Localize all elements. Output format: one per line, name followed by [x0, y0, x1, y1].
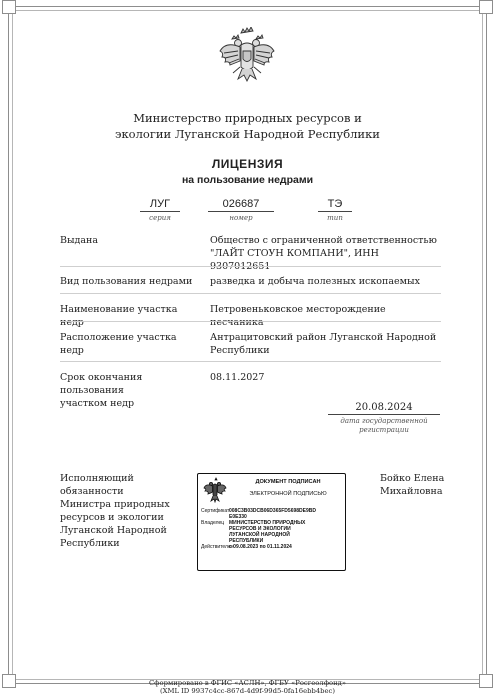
stamp-validity-label: Действителен	[201, 544, 234, 550]
license-type	[318, 198, 352, 222]
stamp-owner-value: РЕСПУБЛИКИ	[229, 538, 264, 544]
official-position-line: Исполняющий обязанности	[60, 473, 134, 497]
expiry-label-line: Срок окончания пользования	[60, 372, 143, 396]
stamp-owner-label: Владелец	[201, 520, 225, 526]
license-number-value: 026687	[208, 198, 274, 212]
registration-date	[328, 402, 440, 435]
issuing-authority-line: экологии Луганской Народной Республики	[115, 127, 380, 141]
frame-corner	[2, 0, 16, 14]
site-name-label: Наименование участка недр	[60, 304, 178, 328]
registration-date-value: 20.08.2024	[328, 402, 440, 415]
stamp-owner-value: ЛУГАНСКОЙ НАРОДНОЙ	[229, 532, 290, 538]
expiry-label	[60, 371, 200, 410]
signer-name	[380, 472, 446, 498]
coat-of-arms-icon	[216, 27, 278, 85]
issued-to-value	[210, 234, 438, 273]
row-divider	[60, 321, 441, 322]
emblem-icon	[202, 477, 228, 503]
stamp-certificate-value: E0E330	[229, 514, 247, 520]
signer-name-line: Бойко Елена	[380, 473, 445, 484]
expiry-value: 08.11.2027	[210, 372, 265, 383]
license-series-value: ЛУГ	[140, 198, 180, 212]
usage-type-label: Вид пользования недрами	[60, 276, 193, 287]
usage-type-value: разведка и добыча полезных ископаемых	[210, 276, 420, 287]
footer-line: Сформировано в ФГИС «АСЛН», ФГБУ «Росгеолфонд»	[148, 679, 346, 687]
official-position-line: Луганской Народной	[60, 525, 167, 536]
license-type-caption: тип	[327, 214, 343, 222]
registration-caption-line: регистрации	[359, 426, 409, 434]
stamp-details	[201, 508, 343, 550]
stamp-owner-value: РЕСУРСОВ И ЭКОЛОГИИ	[229, 526, 291, 532]
issuing-authority	[0, 110, 495, 142]
frame-corner	[479, 0, 493, 14]
official-position	[60, 472, 190, 550]
signer-name-line: Михайловна	[380, 486, 443, 497]
row-divider	[60, 266, 441, 267]
document-title: ЛИЦЕНЗИЯ	[211, 157, 284, 171]
stamp-heading: ДОКУМЕНТ ПОДПИСАН	[255, 479, 321, 485]
site-location-value	[210, 331, 438, 357]
issuing-authority-line: Министерство природных ресурсов и	[133, 111, 362, 125]
issued-to-line: "ЛАЙТ СТОУН КОМПАНИ", ИНН 9307012651	[210, 248, 379, 272]
footer-line: (XML ID 9937c4cc-867d-4d9f-99d5-0fa16ebb4bec)	[160, 687, 335, 695]
generation-footer	[0, 679, 495, 695]
expiry-label-line: участком недр	[60, 398, 135, 409]
row-divider	[60, 361, 441, 362]
site-name-value: Петровеньковское месторождение песчаника	[210, 304, 386, 328]
license-type-value: ТЭ	[318, 198, 352, 212]
stamp-validity-value: с 09.08.2023 по 01.11.2024	[229, 544, 292, 550]
site-location-label: Расположение участка недр	[60, 332, 177, 356]
stamp-validity-row	[201, 544, 343, 550]
electronic-signature-stamp	[197, 473, 346, 571]
stamp-subheading: ЭЛЕКТРОННОЙ ПОДПИСЬЮ	[249, 491, 327, 497]
issued-to-line: Общество с ограниченной ответственностью	[210, 235, 437, 246]
stamp-certificate-label: Сертификат	[201, 508, 230, 514]
license-number-caption: номер	[229, 214, 253, 222]
site-location-line: Республики	[210, 345, 270, 356]
license-series-caption: серия	[149, 214, 171, 222]
license-number	[208, 198, 274, 222]
stamp-owner-row	[201, 520, 343, 544]
registration-caption-line: дата государственной	[340, 417, 428, 425]
stamp-certificate-value: 008C3B03DCB06D365FD5698DE9BD	[229, 508, 316, 514]
stamp-certificate-row	[201, 508, 343, 520]
issued-to-label: Выдана	[60, 235, 99, 246]
official-position-line: ресурсов и экологии	[60, 512, 164, 523]
license-series	[140, 198, 180, 222]
official-position-line: Министра природных	[60, 499, 170, 510]
issued-to-row	[60, 234, 441, 272]
site-location-line: Антрацитовский район Луганской Народной	[210, 332, 437, 343]
document-subtitle: на пользование недрами	[181, 174, 314, 186]
stamp-owner-value: МИНИСТЕРСТВО ПРИРОДНЫХ	[229, 520, 306, 526]
row-divider	[60, 293, 441, 294]
official-position-line: Республики	[60, 538, 120, 549]
registration-date-caption	[328, 417, 440, 435]
